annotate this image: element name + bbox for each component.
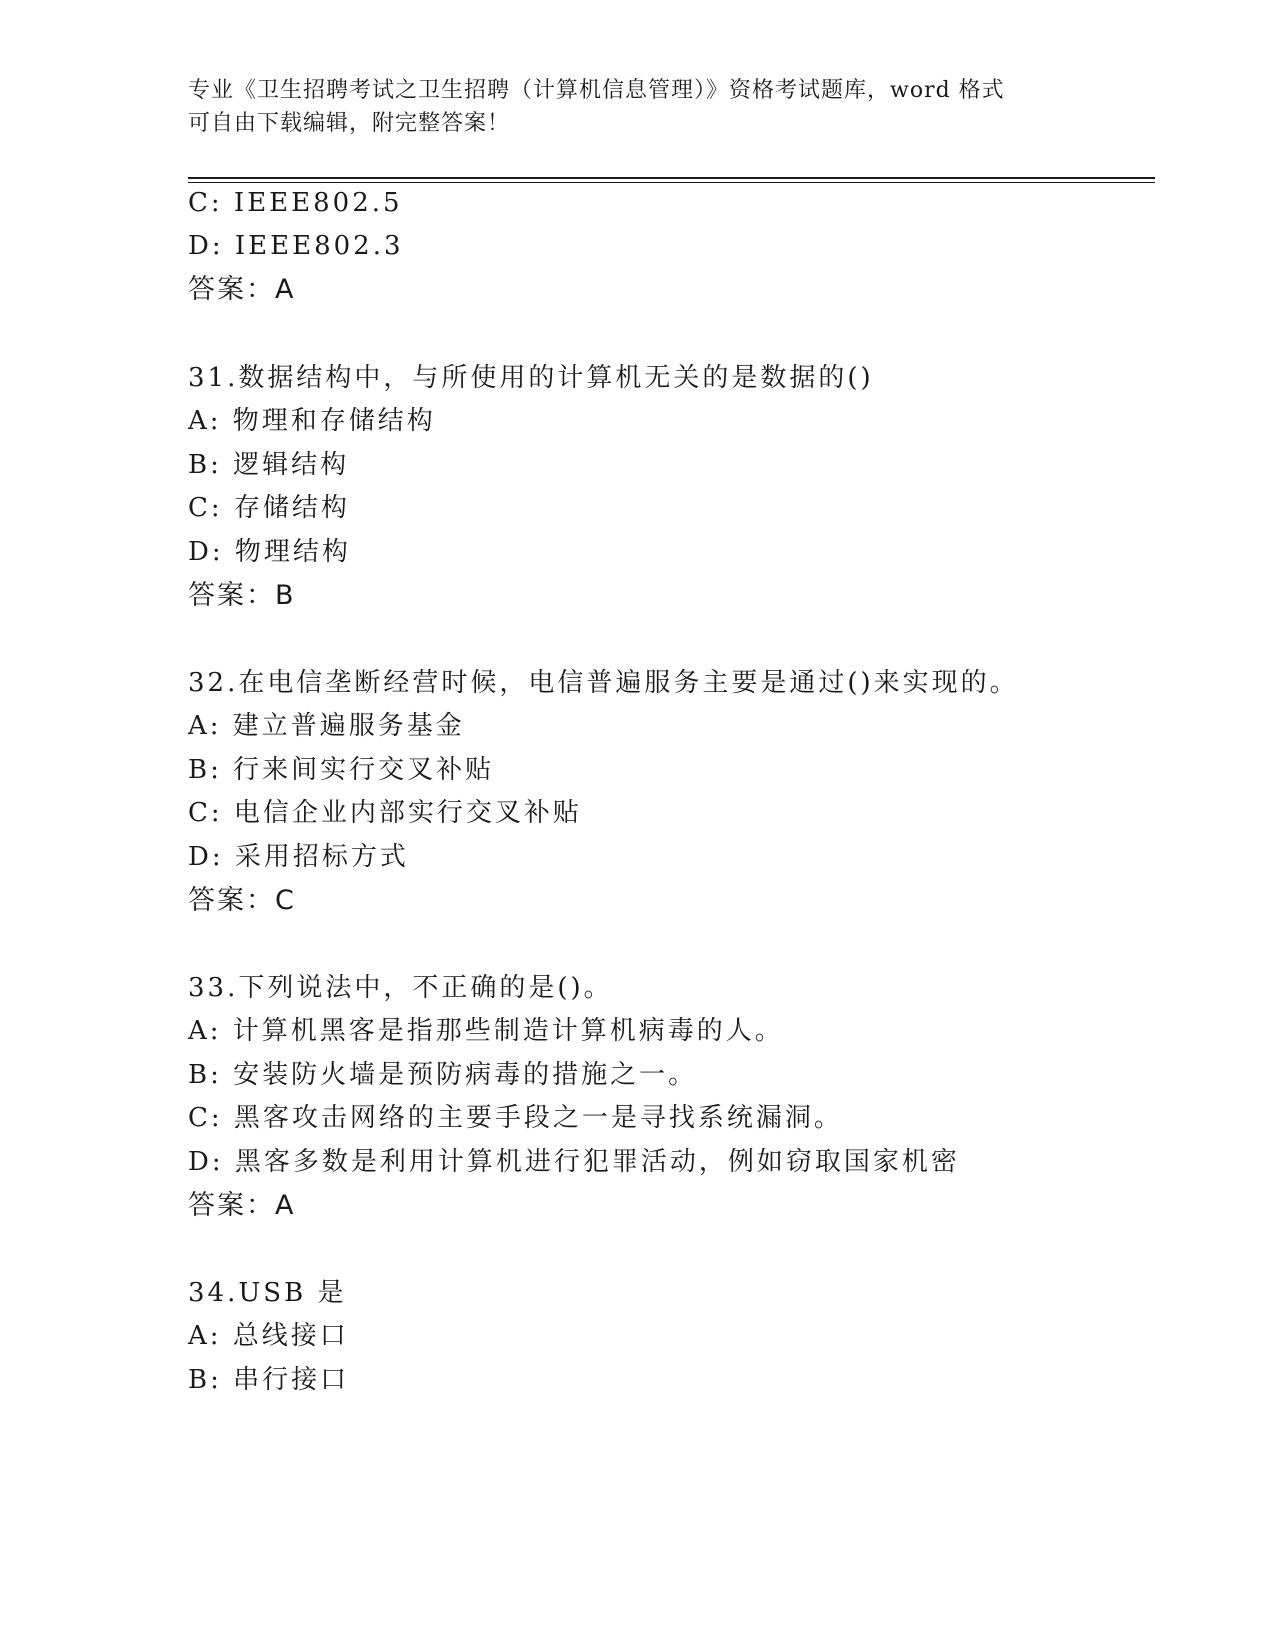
header-title-line-2: 可自由下载编辑，附完整答案！: [188, 111, 511, 136]
q32-option-a: A: 建立普遍服务基金: [188, 711, 465, 741]
q33-option-c: C: 黑客攻击网络的主要手段之一是寻找系统漏洞。: [188, 1103, 843, 1133]
q32-option-b: B: 行来间实行交叉补贴: [188, 755, 495, 785]
q31-question: 31.数据结构中，与所使用的计算机无关的是数据的(): [188, 363, 874, 393]
q34-option-b: B: 串行接口: [188, 1365, 350, 1395]
q31-option-b: B: 逻辑结构: [188, 450, 350, 480]
header-title-line-1: 专业《卫生招聘考试之卫生招聘（计算机信息管理）》资格考试题库，word 格式: [188, 78, 1005, 103]
q31-option-c: C: 存储结构: [188, 493, 350, 523]
q31-option-a: A: 物理和存储结构: [188, 406, 436, 436]
q33-option-a: A: 计算机黑客是指那些制造计算机病毒的人。: [188, 1016, 784, 1046]
q30-option-c: C: IEEE802.5: [188, 188, 403, 218]
q33-question: 33.下列说法中，不正确的是()。: [188, 973, 613, 1003]
q33-option-b: B: 安装防火墙是预防病毒的措施之一。: [188, 1060, 698, 1090]
q31-option-d: D: 物理结构: [188, 537, 351, 567]
q32-answer: 答案：C: [188, 885, 296, 916]
q33-option-d: D: 黑客多数是利用计算机进行犯罪活动，例如窃取国家机密: [188, 1147, 960, 1177]
q32-option-c: C: 电信企业内部实行交叉补贴: [188, 798, 582, 828]
q30-option-d: D: IEEE802.3: [188, 231, 404, 261]
q34-question: 34.USB 是: [188, 1278, 347, 1308]
q32-option-d: D: 采用招标方式: [188, 842, 409, 872]
q33-answer: 答案：A: [188, 1190, 296, 1221]
header-divider-thick: [188, 177, 1155, 179]
q34-option-a: A: 总线接口: [188, 1321, 349, 1351]
q30-answer: 答案：A: [188, 274, 296, 305]
header-divider-thin: [188, 182, 1155, 183]
document-header: [188, 74, 1088, 140]
q32-question: 32.在电信垄断经营时候，电信普遍服务主要是通过()来实现的。: [188, 668, 1019, 698]
q31-answer: 答案：B: [188, 580, 296, 611]
